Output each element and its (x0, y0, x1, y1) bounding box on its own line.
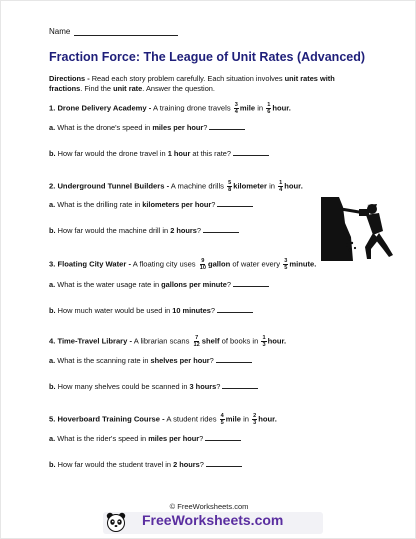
question-3a: a. What is the water usage rate in gallons per minute? (49, 280, 269, 289)
question-1b: b. How far would the drone travel in 1 hour at this rate? (49, 149, 269, 158)
question-5b: b. How far would the student travel in 2 hours? (49, 460, 242, 469)
answer-blank[interactable] (216, 356, 252, 363)
answer-blank[interactable] (209, 123, 245, 130)
fraction: $\frac{1}{3}$ (262, 335, 266, 348)
fraction: $\frac{2}{3}$ (253, 413, 257, 426)
footer-brand[interactable]: FreeWorksheets.com (142, 512, 284, 528)
answer-blank[interactable] (203, 226, 239, 233)
panda-logo-icon (105, 511, 127, 533)
question-3b: b. How much water would be used in 10 minutes? (49, 306, 253, 315)
question-4b: b. How many shelves could be scanned in 3 hours? (49, 382, 258, 391)
fraction: $\frac{1}{6}$ (267, 102, 271, 115)
answer-blank[interactable] (206, 460, 242, 467)
worksheet-title: Fraction Force: The League of Unit Rates (Advanced) (49, 50, 366, 64)
question-2b: b. How far would the machine drill in 2 hours? (49, 226, 239, 235)
problem-1: 1. Drone Delivery Academy - A training drone travels $\frac{3}{4}$ mile in $\frac{1}{6}$ hour. (49, 102, 291, 115)
problem-2: 2. Underground Tunnel Builders - A machine drills $\frac{5}{8}$ kilometer in $\frac{1}{4}$ hour. (49, 180, 303, 193)
question-2a: a. What is the drilling rate in kilometers per hour? (49, 200, 253, 209)
name-field-row (49, 27, 178, 36)
directions: Directions - Read each story problem carefully. Each situation involves unit rates with fractions. Find the unit rate. Answer the question. (49, 74, 335, 93)
answer-blank[interactable] (233, 149, 269, 156)
answer-blank[interactable] (222, 382, 258, 389)
answer-blank[interactable] (217, 306, 253, 313)
directions-label: Directions - (49, 74, 90, 83)
question-1a: a. What is the drone's speed in miles per hour? (49, 123, 245, 132)
fraction: $\frac{7}{12}$ (193, 335, 200, 348)
question-4a: a. What is the scanning rate in shelves per hour? (49, 356, 252, 365)
fraction: $\frac{9}{10}$ (199, 258, 206, 271)
footer-url[interactable]: © FreeWorksheets.com (169, 502, 249, 511)
fraction: $\frac{5}{8}$ (228, 180, 232, 193)
fraction: $\frac{4}{5}$ (220, 413, 224, 426)
answer-blank[interactable] (205, 434, 241, 441)
name-blank[interactable] (74, 27, 178, 36)
problem-4: 4. Time-Travel Library - A librarian scans $\frac{7}{12}$ shelf of books in $\frac{1}{3}$ hour. (49, 335, 287, 348)
fraction: $\frac{3}{5}$ (284, 258, 288, 271)
question-5a: a. What is the rider's speed in miles per hour? (49, 434, 241, 443)
problem-3: 3. Floating City Water - A floating city uses $\frac{9}{10}$ gallon of water every $\frac{3}{5}$ minute. (49, 258, 317, 271)
answer-blank[interactable] (233, 280, 269, 287)
fraction: $\frac{1}{4}$ (279, 180, 283, 193)
fraction: $\frac{3}{4}$ (234, 102, 238, 115)
answer-blank[interactable] (217, 200, 253, 207)
miner-drilling-icon (321, 197, 395, 261)
name-label: Name (49, 27, 71, 36)
problem-5: 5. Hoverboard Training Course - A student rides $\frac{4}{5}$ mile in $\frac{2}{3}$ hour. (49, 413, 277, 426)
